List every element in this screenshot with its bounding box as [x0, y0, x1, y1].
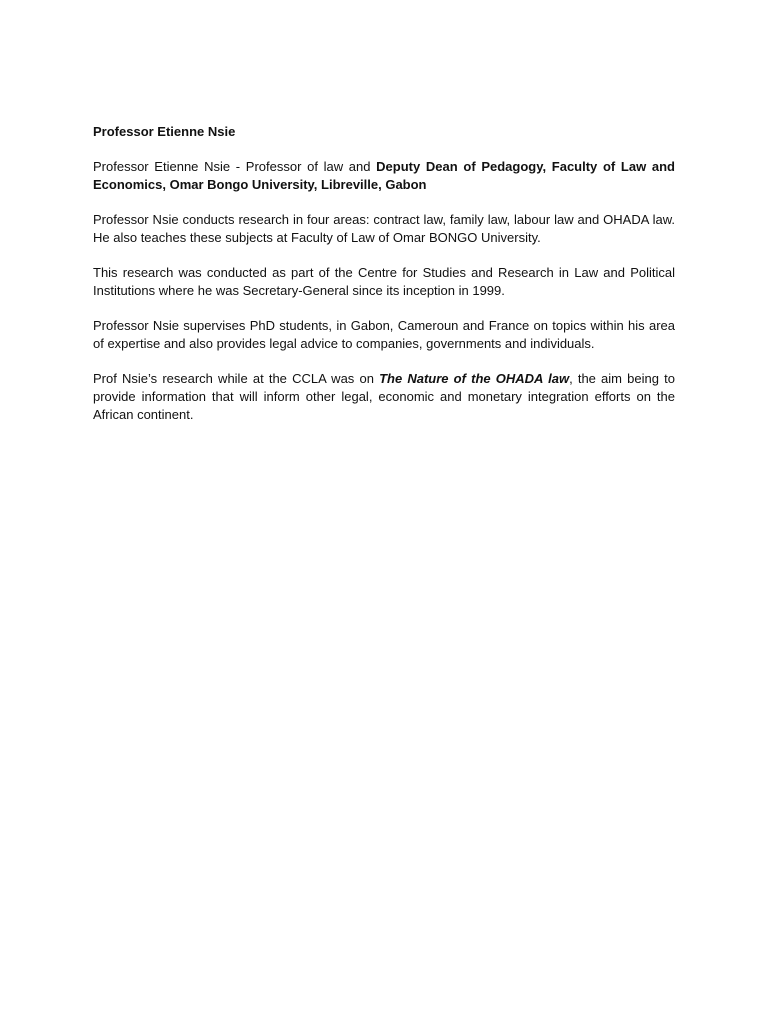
- paragraph-position: [93, 158, 675, 194]
- paragraph-ccla-tail: , the aim being to provide information that will inform other legal, economic and monetary integration efforts on the African continent.: [93, 371, 675, 422]
- document-title: Professor Etienne Nsie: [93, 124, 236, 139]
- paragraph-ccla-research: [93, 370, 675, 424]
- paragraph-ccla-lead: Prof Nsie’s research while at the CCLA was on: [93, 371, 380, 386]
- paragraph-supervision: Professor Nsie supervises PhD students, in Gabon, Cameroun and France on topics within his area of expertise and also provides legal advice to companies, governments and individuals.: [93, 318, 675, 351]
- paragraph-research-areas: Professor Nsie conducts research in four areas: contract law, family law, labour law and OHADA law. He also teaches these subjects at Faculty of Law of Omar BONGO University.: [93, 212, 675, 245]
- document-body: [93, 123, 675, 441]
- paragraph-position-lead: Professor Etienne Nsie - Professor of law and: [93, 159, 377, 174]
- paragraph-research-centre: This research was conducted as part of the Centre for Studies and Research in Law and Political Institutions where he was Secretary-General since its inception in 1999.: [93, 265, 675, 298]
- paragraph-position-bold: Deputy Dean of Pedagogy, Faculty of Law and Economics, Omar Bongo University, Libreville, Gabon: [93, 159, 675, 192]
- paragraph-ccla-topic: The Nature of the OHADA law: [379, 371, 570, 386]
